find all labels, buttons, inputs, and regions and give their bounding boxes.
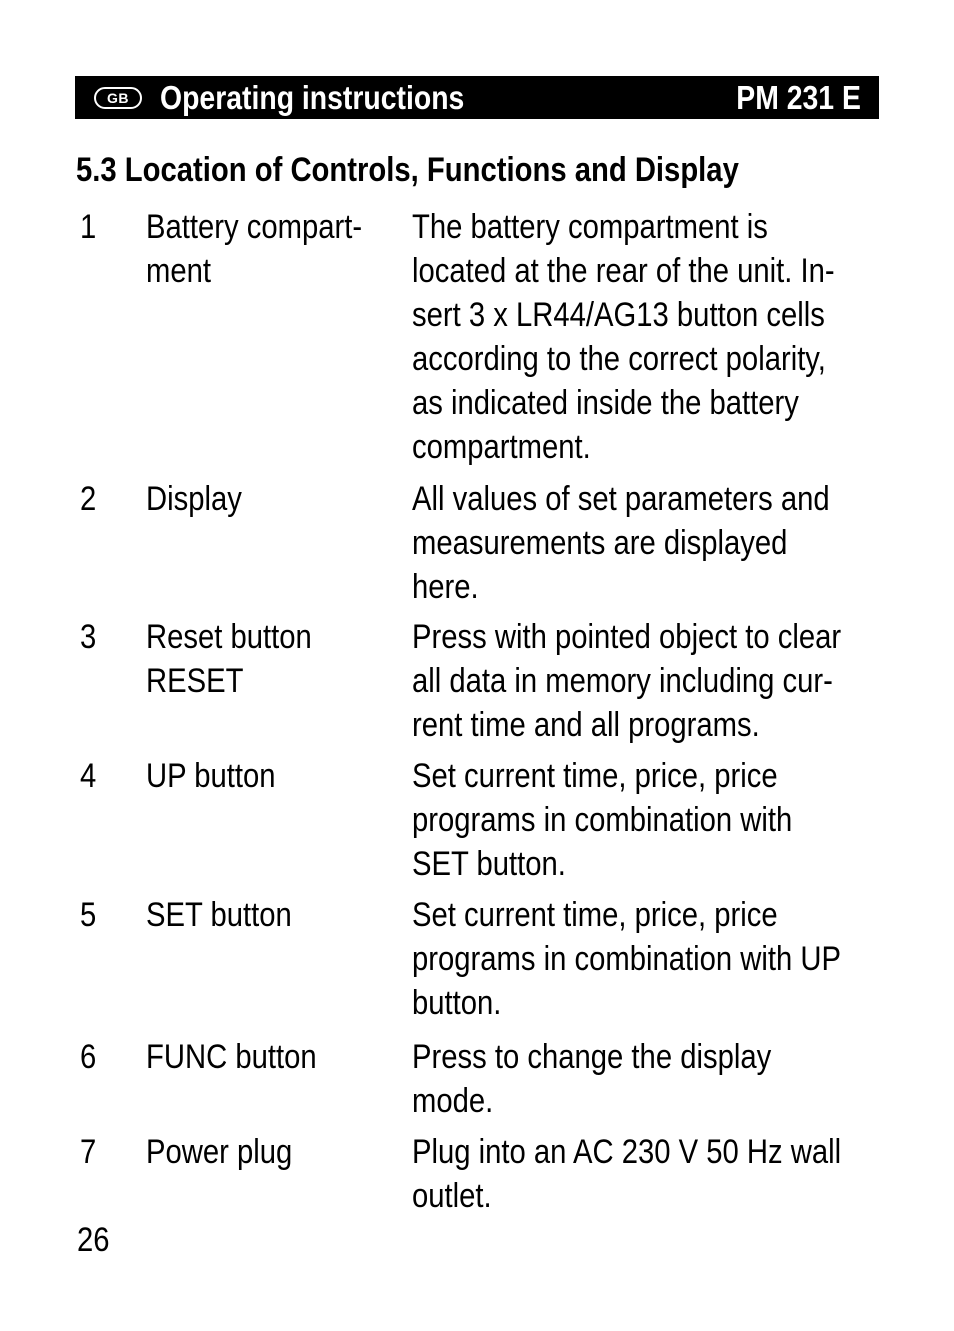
item-description-line: as indicated inside the battery — [412, 384, 799, 422]
item-description-line: outlet. — [412, 1177, 492, 1215]
item-name — [146, 1130, 395, 1174]
page-number: 26 — [77, 1221, 110, 1259]
item-description — [412, 615, 876, 747]
header-title: Operating instructions — [160, 79, 465, 116]
item-name — [146, 1035, 395, 1079]
model-number: PM 231 E — [736, 79, 861, 116]
item-description-line: Set current time, price, price — [412, 757, 778, 795]
item-description — [412, 754, 876, 886]
language-badge: GB — [94, 87, 142, 109]
item-description-line: Press with pointed object to clear — [412, 618, 842, 656]
item-number: 2 — [80, 480, 97, 518]
item-name-line: ment — [146, 252, 212, 290]
item-name — [146, 205, 395, 293]
item-description-line: located at the rear of the unit. In- — [412, 252, 835, 290]
item-description-line: measurements are displayed — [412, 524, 788, 562]
item-description — [412, 205, 876, 469]
item-number: 5 — [80, 896, 97, 934]
item-name-line: SET button — [146, 896, 292, 934]
item-description — [412, 477, 876, 609]
item-description-line: sert 3 x LR44/AG13 button cells — [412, 296, 825, 334]
item-name-line: Display — [146, 480, 242, 518]
item-description-line: all data in memory including cur- — [412, 662, 833, 700]
item-name-line: Reset button — [146, 618, 312, 656]
item-description-line: Set current time, price, price — [412, 896, 778, 934]
item-description-line: mode. — [412, 1082, 494, 1120]
section-title: 5.3 Location of Controls, Functions and Display — [76, 151, 739, 189]
item-number: 7 — [80, 1133, 97, 1171]
item-description-line: compartment. — [412, 428, 591, 466]
item-description-line: button. — [412, 984, 502, 1022]
item-name-line: RESET — [146, 662, 244, 700]
item-description-line: All values of set parameters and — [412, 480, 830, 518]
item-description-line: rent time and all programs. — [412, 706, 760, 744]
item-name — [146, 477, 395, 521]
header-bar — [75, 76, 879, 119]
item-name-line: FUNC button — [146, 1038, 317, 1076]
item-description — [412, 893, 876, 1025]
item-number: 1 — [80, 208, 97, 246]
item-name-line: UP button — [146, 757, 276, 795]
item-name-line: Power plug — [146, 1133, 293, 1171]
item-description-line: programs in combination with UP — [412, 940, 842, 978]
item-number: 4 — [80, 757, 97, 795]
item-description-line: Press to change the display — [412, 1038, 772, 1076]
item-description-line: programs in combination with — [412, 801, 793, 839]
item-description-line: Plug into an AC 230 V 50 Hz wall — [412, 1133, 842, 1171]
item-description-line: The battery compartment is — [412, 208, 768, 246]
item-description — [412, 1130, 876, 1218]
item-number: 3 — [80, 618, 97, 656]
item-number: 6 — [80, 1038, 97, 1076]
item-description — [412, 1035, 876, 1123]
item-name-line: Battery compart- — [146, 208, 363, 246]
item-name — [146, 754, 395, 798]
item-name — [146, 893, 395, 937]
item-description-line: here. — [412, 568, 479, 606]
item-name — [146, 615, 395, 703]
item-description-line: according to the correct polarity, — [412, 340, 826, 378]
item-description-line: SET button. — [412, 845, 566, 883]
